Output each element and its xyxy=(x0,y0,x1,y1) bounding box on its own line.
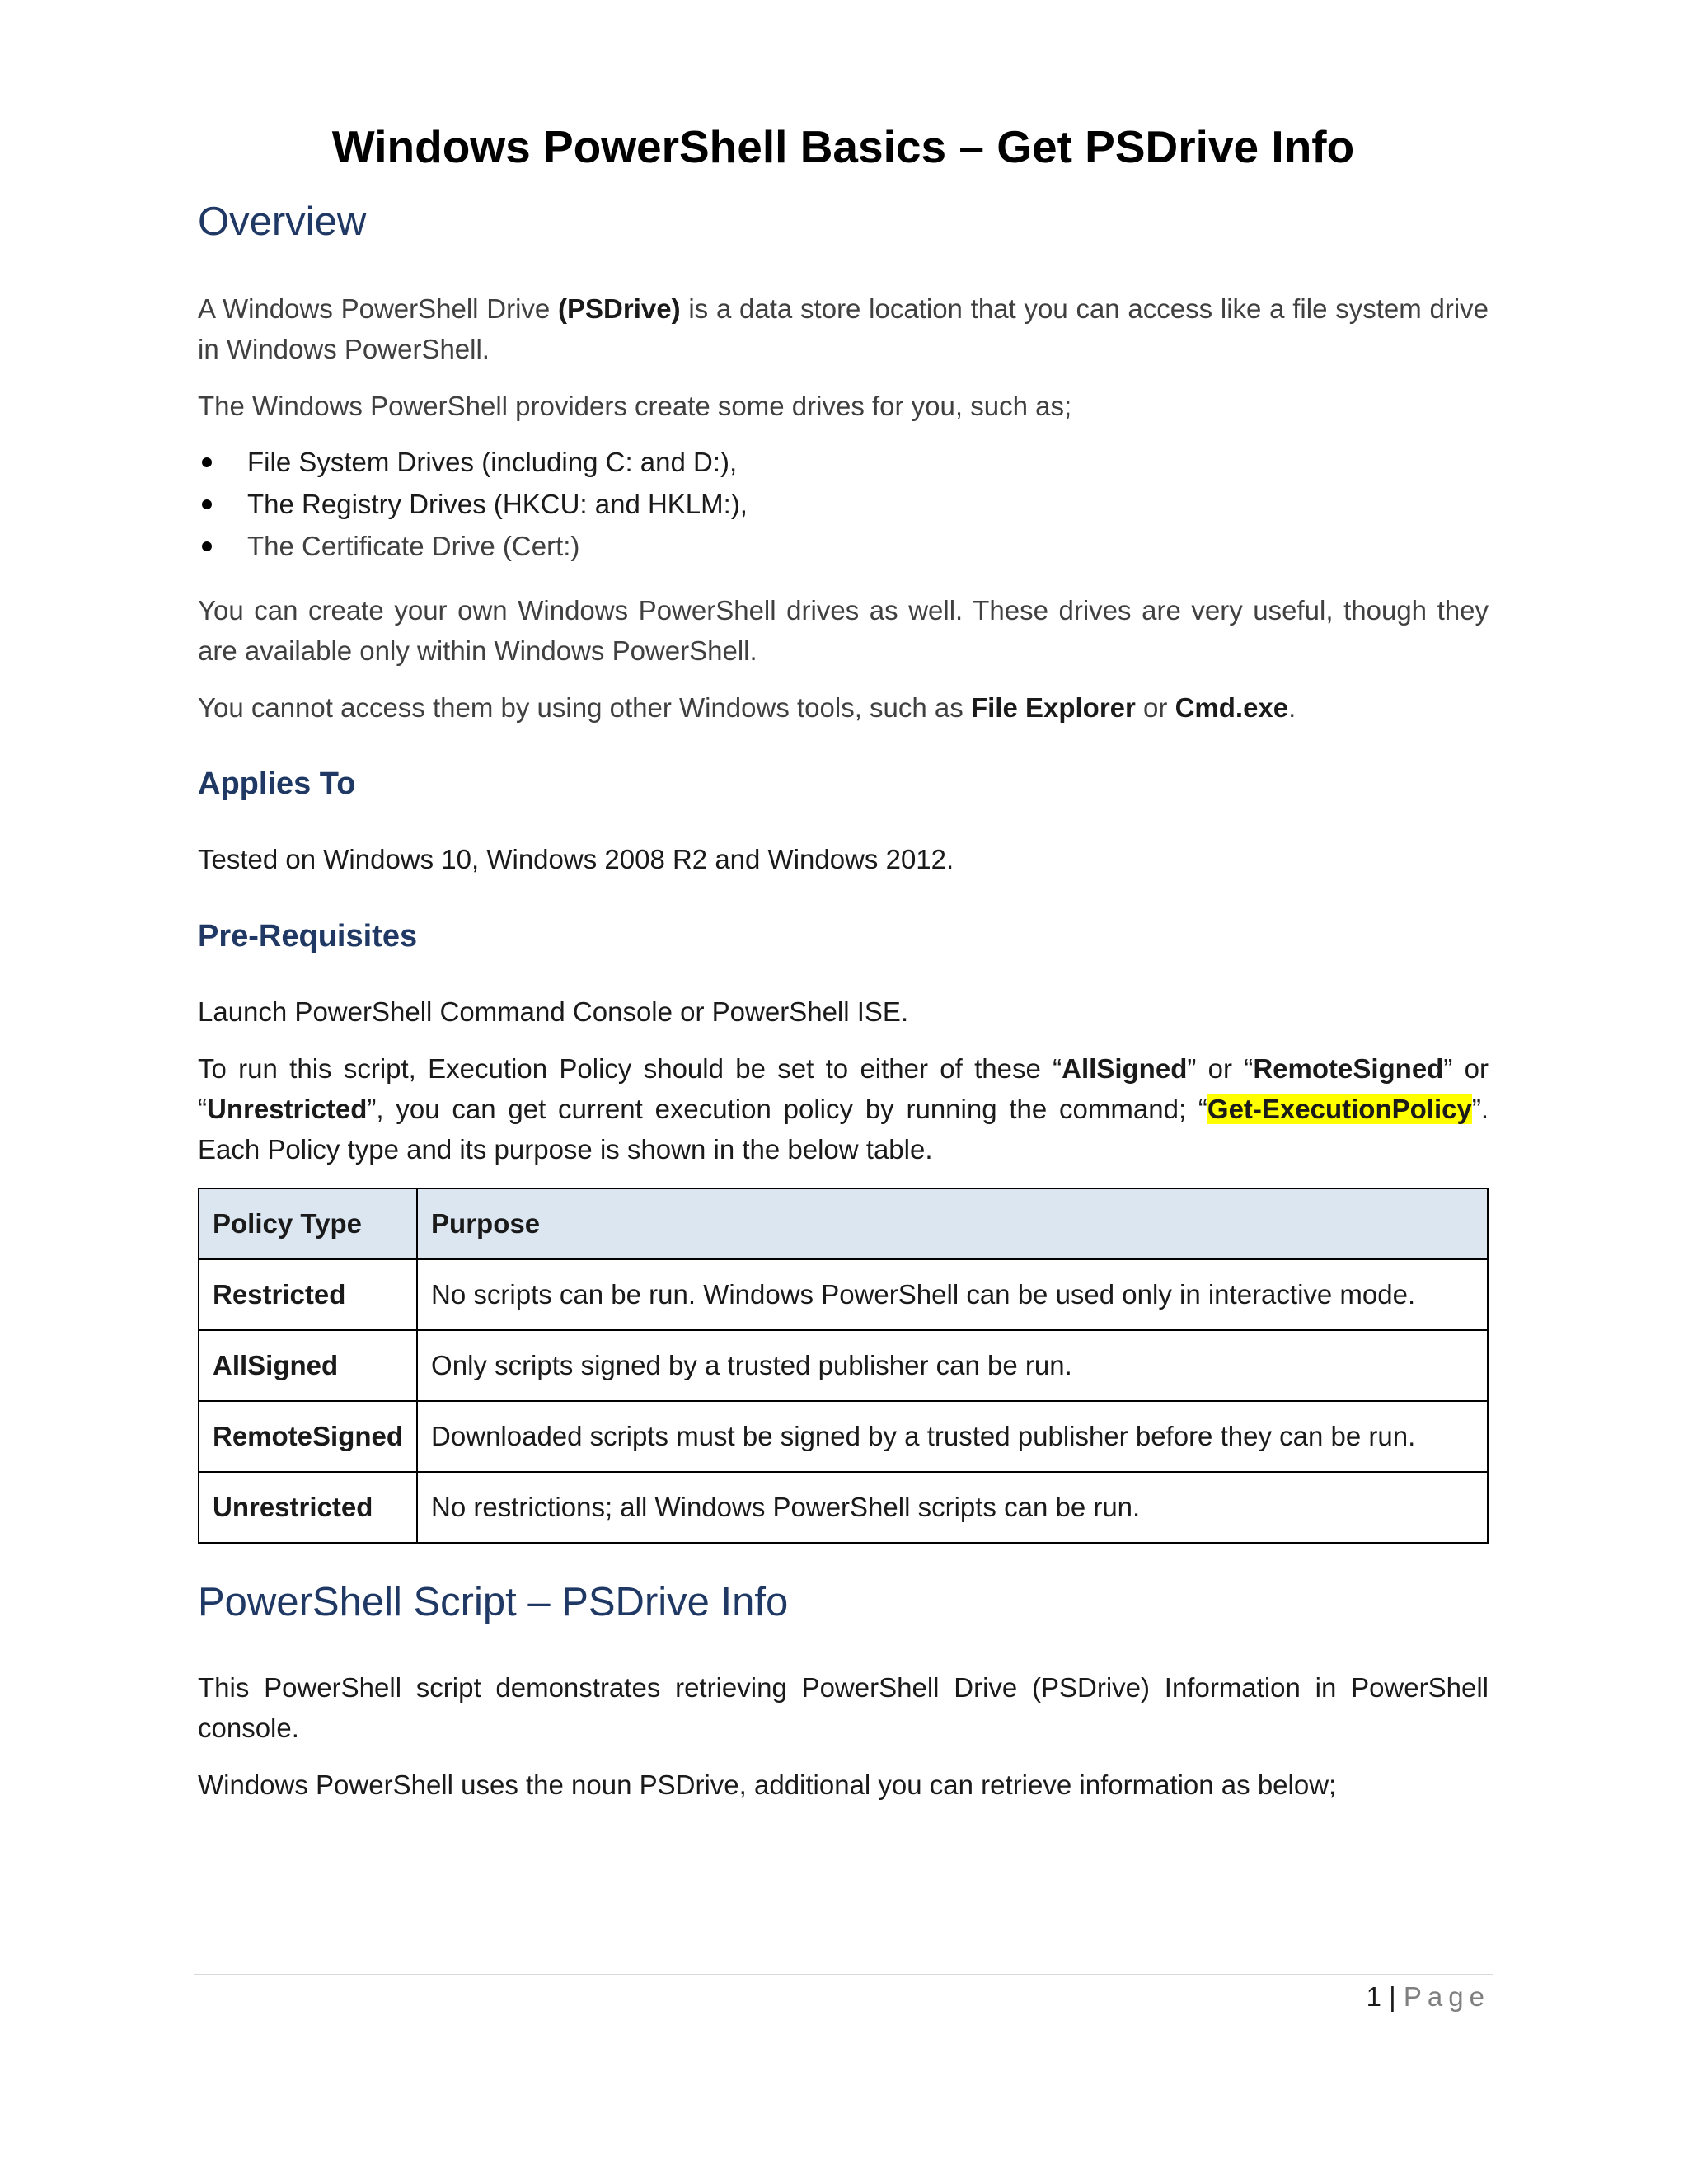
prerequisites-paragraph-1: Launch PowerShell Command Console or PowerShell ISE. xyxy=(198,996,909,1027)
script-paragraph-1: This PowerShell script demonstrates retrieving PowerShell Drive (PSDrive) Information in PowerShell console. xyxy=(198,1672,1489,1743)
script-paragraph-2: Windows PowerShell uses the noun PSDrive, additional you can retrieve information as below; xyxy=(198,1769,1337,1800)
script-heading: PowerShell Script – PSDrive Info xyxy=(198,1580,789,1624)
table-row xyxy=(199,1330,1488,1401)
bullet-icon xyxy=(202,541,212,551)
bullet-icon xyxy=(202,499,212,509)
purpose-cell: No restrictions; all Windows PowerShell scripts can be run. xyxy=(417,1472,1488,1543)
applies-to-text: Tested on Windows 10, Windows 2008 R2 and Windows 2012. xyxy=(198,844,954,874)
table-row xyxy=(199,1259,1488,1330)
list-item: The Registry Drives (HKCU: and HKLM:), xyxy=(198,483,1489,525)
prerequisites-heading: Pre-Requisites xyxy=(198,919,418,954)
highlighted-command: Get-ExecutionPolicy xyxy=(1207,1094,1472,1124)
prerequisites-paragraph-2: To run this script, Execution Policy should be set to either of these “AllSigned” or “RemoteSigned” or “Unrestricted”, you can get current execution policy by running the command; “Get-ExecutionPolicy”. Each Policy type and its purpose is shown in the below table. xyxy=(198,1053,1489,1165)
overview-paragraph-2: The Windows PowerShell providers create some drives for you, such as; xyxy=(198,391,1072,421)
page-label: Page xyxy=(1403,1981,1490,2012)
applies-to-heading: Applies To xyxy=(198,766,356,801)
policy-type-cell: RemoteSigned xyxy=(199,1401,417,1472)
purpose-cell: No scripts can be run. Windows PowerShell can be used only in interactive mode. xyxy=(417,1259,1488,1330)
footer-divider xyxy=(194,1974,1493,1975)
policy-type-cell: Restricted xyxy=(199,1259,417,1330)
column-header-purpose: Purpose xyxy=(417,1188,1488,1259)
drive-list xyxy=(198,441,1489,567)
overview-heading: Overview xyxy=(198,199,367,244)
table-row xyxy=(199,1401,1488,1472)
table-header-row xyxy=(199,1188,1488,1259)
page-number: 1 xyxy=(1366,1981,1381,2012)
policy-type-cell: Unrestricted xyxy=(199,1472,417,1543)
page-footer: 1 | Page xyxy=(1366,1981,1490,2012)
table-row xyxy=(199,1472,1488,1543)
list-item: The Certificate Drive (Cert:) xyxy=(198,525,1489,567)
list-item: File System Drives (including C: and D:), xyxy=(198,441,1489,483)
column-header-policy-type: Policy Type xyxy=(199,1188,417,1259)
bullet-icon xyxy=(202,457,212,467)
policy-type-cell: AllSigned xyxy=(199,1330,417,1401)
document-title: Windows PowerShell Basics – Get PSDrive Info xyxy=(331,121,1355,172)
purpose-cell: Only scripts signed by a trusted publisher can be run. xyxy=(417,1330,1488,1401)
purpose-cell: Downloaded scripts must be signed by a trusted publisher before they can be run. xyxy=(417,1401,1488,1472)
overview-paragraph-1: A Windows PowerShell Drive (PSDrive) is a data store location that you can access like a file system drive in Windows PowerShell. xyxy=(198,293,1489,364)
overview-paragraph-4: You cannot access them by using other Windows tools, such as File Explorer or Cmd.exe. xyxy=(198,692,1296,723)
execution-policy-table xyxy=(198,1188,1489,1544)
overview-paragraph-3: You can create your own Windows PowerShell drives as well. These drives are very useful, though they are available only within Windows PowerShell. xyxy=(198,595,1489,666)
